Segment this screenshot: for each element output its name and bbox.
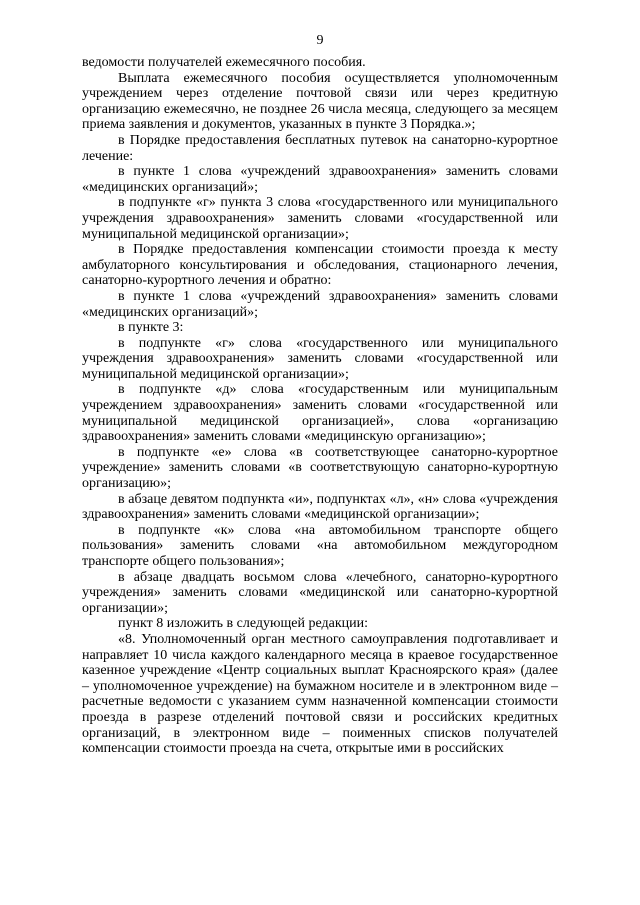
document-body (82, 55, 558, 757)
paragraph: в подпункте «г» пункта 3 слова «государственного или муниципального учреждения здравоохранения» заменить словами «государственной или муниципальной медицинской организации»; (82, 195, 558, 242)
paragraph: ведомости получателей ежемесячного пособия. (82, 55, 366, 70)
paragraph: в подпункте «г» слова «государственного или муниципального учреждения здравоохранения» заменить словами «государственной или муниципальной медицинской организации»; (82, 335, 558, 382)
paragraph: в подпункте «к» слова «на автомобильном транспорте общего пользования» заменить словами «на автомобильном междугородном транспорте общего пользования»; (82, 522, 558, 569)
paragraph: Выплата ежемесячного пособия осуществляется уполномоченным учреждением через отделение почтовой связи или через кредитную организацию ежемесячно, не позднее 26 числа месяца, следующего за месяцем приема заявления и документов, указанных в пункте 3 Порядка.»; (82, 70, 558, 133)
paragraph: пункт 8 изложить в следующей редакции: (118, 616, 368, 632)
paragraph: в Порядке предоставления компенсации стоимости проезда к месту амбулаторного консультирования и обследования, стационарного лечения, санаторно-курортного лечения и обратно: (82, 242, 558, 289)
paragraph: в подпункте «д» слова «государственным или муниципальным учреждением здравоохранения» заменить словами «государственной или муниципальной медицинской организацией», слова «организацию здравоохранения» заменить словами «медицинскую организацию»; (82, 382, 558, 445)
paragraph: в подпункте «е» слова «в соответствующее санаторно-курортное учреждение» заменить словами «в соответствующую санаторно-курортную организацию»; (82, 444, 558, 492)
page-number: 9 (316, 33, 324, 48)
paragraph: в пункте 1 слова «учреждений здравоохранения» заменить словами «медицинских организаций»; (82, 164, 558, 195)
paragraph: в абзаце двадцать восьмом слова «лечебного, санаторно-курортного учреждения» заменить словами «медицинской или санаторно-курортной организации»; (82, 569, 558, 616)
paragraph: в пункте 3: (118, 320, 184, 336)
paragraph: в пункте 1 слова «учреждений здравоохранения» заменить словами «медицинских организаций»; (82, 288, 558, 320)
paragraph: в Порядке предоставления бесплатных путевок на санаторно-курортное лечение: (82, 132, 558, 164)
paragraph: в абзаце девятом подпункта «и», подпунктах «л», «н» слова «учреждения здравоохранения» заменить словами «медицинской организации»; (82, 491, 558, 523)
paragraph: «8. Уполномоченный орган местного самоуправления подготавливает и направляет 10 числа каждого календарного месяца в краевое государственное казенное учреждение «Центр социальных выплат Красноярского края» (далее – уполномоченное учреждение) на бумажном носителе и в электронном виде – расчетные ведомости с указанием сумм назначенной компенсации стоимости проезда в разрезе отделений почтовой связи и российских кредитных организаций, в электронном виде – поименных списков получателей компенсации стоимости проезда на счета, открытые ими в российских (82, 631, 558, 757)
